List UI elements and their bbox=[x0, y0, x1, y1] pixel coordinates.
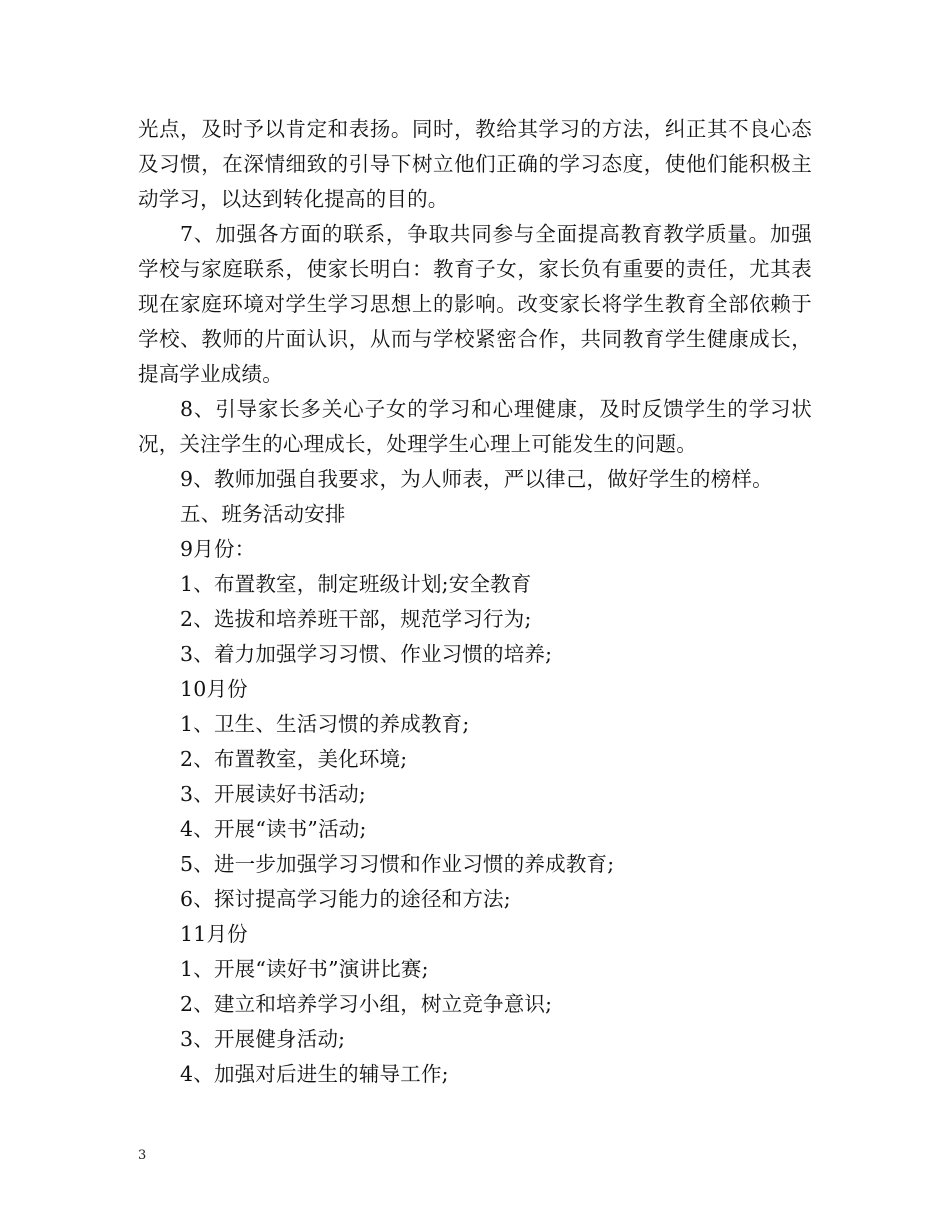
paragraph-continuation: 光点，及时予以肯定和表扬。同时，教给其学习的方法，纠正其不良心态及习惯，在深情细致的引导下树立他们正确的学习态度，使他们能积极主动学习，以达到转化提高的目的。 bbox=[138, 117, 812, 211]
list-item: 2、建立和培养学习小组，树立竞争意识; bbox=[180, 992, 553, 1016]
page-number: 3 bbox=[138, 1148, 147, 1163]
activity-schedule-list bbox=[138, 497, 812, 1092]
document-body bbox=[138, 112, 812, 1092]
month-heading-november: 11月份 bbox=[180, 922, 248, 946]
list-item: 1、布置教室，制定班级计划;安全教育 bbox=[180, 572, 532, 596]
list-item: 4、开展“读书”活动; bbox=[180, 817, 367, 841]
list-item: 4、加强对后进生的辅导工作; bbox=[180, 1062, 449, 1086]
paragraph-item-8: 8、引导家长多关心子女的学习和心理健康，及时反馈学生的学习状况，关注学生的心理成长，处理学生心理上可能发生的问题。 bbox=[138, 397, 812, 456]
month-heading-september: 9月份： bbox=[180, 537, 256, 561]
section-heading: 五、班务活动安排 bbox=[180, 502, 346, 526]
list-item: 2、选拔和培养班干部，规范学习行为; bbox=[180, 607, 532, 631]
list-item: 1、卫生、生活习惯的养成教育; bbox=[180, 712, 470, 736]
paragraph-item-9: 9、教师加强自我要求，为人师表，严以律己，做好学生的榜样。 bbox=[180, 467, 773, 491]
list-item: 3、开展读好书活动; bbox=[180, 782, 366, 806]
list-item: 5、进一步加强学习习惯和作业习惯的养成教育; bbox=[180, 852, 615, 876]
paragraph-item-7: 7、加强各方面的联系，争取共同参与全面提高教育教学质量。加强学校与家庭联系，使家长明白：教育子女，家长负有重要的责任，尤其表现在家庭环境对学生学习思想上的影响。改变家长将学生教育全部依赖于学校、教师的片面认识，从而与学校紧密合作，共同教育学生健康成长，提高学业成绩。 bbox=[138, 222, 812, 386]
list-item: 3、开展健身活动; bbox=[180, 1027, 346, 1051]
month-heading-october: 10月份 bbox=[180, 677, 248, 701]
list-item: 3、着力加强学习习惯、作业习惯的培养; bbox=[180, 642, 553, 666]
list-item: 6、探讨提高学习能力的途径和方法; bbox=[180, 887, 511, 911]
list-item: 1、开展“读好书”演讲比赛; bbox=[180, 957, 429, 981]
list-item: 2、布置教室，美化环境; bbox=[180, 747, 408, 771]
